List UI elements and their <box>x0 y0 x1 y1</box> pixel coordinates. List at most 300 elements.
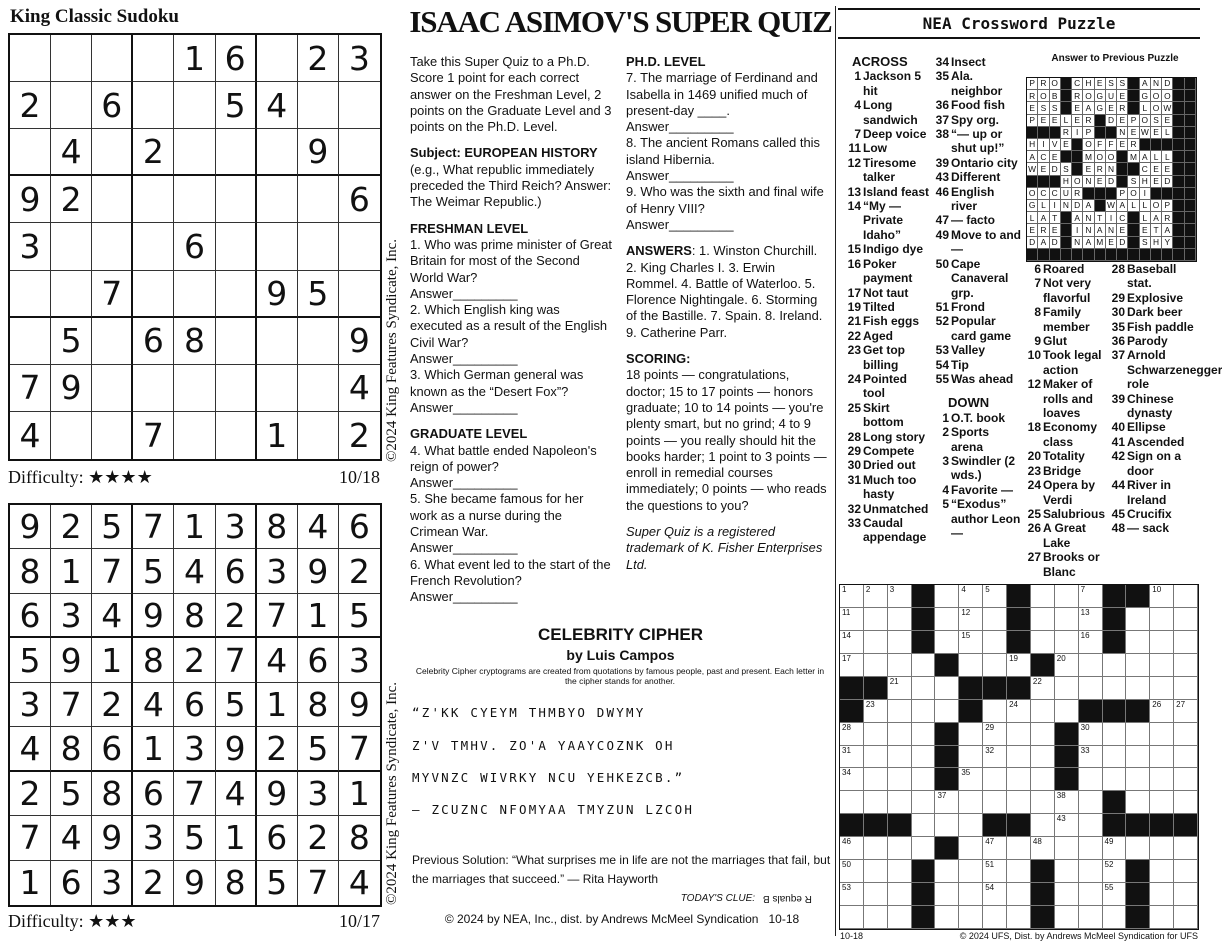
crossword-cell[interactable] <box>1150 837 1174 860</box>
crossword-cell[interactable] <box>1126 677 1150 700</box>
crossword-cell[interactable] <box>935 791 959 814</box>
crossword-cell[interactable] <box>1055 585 1079 608</box>
crossword-cell[interactable] <box>840 883 864 906</box>
crossword-cell[interactable] <box>1079 677 1103 700</box>
sudoku-cell[interactable] <box>216 412 257 459</box>
down-clue[interactable] <box>930 425 1022 454</box>
sudoku-cell[interactable] <box>133 223 174 270</box>
crossword-cell[interactable] <box>959 608 983 631</box>
sudoku-cell[interactable] <box>216 271 257 318</box>
crossword-cell[interactable] <box>1103 654 1127 677</box>
crossword-cell[interactable] <box>1103 677 1127 700</box>
crossword-cell[interactable] <box>1103 883 1127 906</box>
down-clue[interactable] <box>1106 392 1200 421</box>
sudoku-cell[interactable] <box>92 318 133 365</box>
down-clue[interactable] <box>1022 262 1114 276</box>
crossword-cell[interactable] <box>888 585 912 608</box>
crossword-cell[interactable] <box>983 746 1007 769</box>
sudoku-cell[interactable]: 8 <box>174 318 215 365</box>
sudoku-cell[interactable] <box>51 412 92 459</box>
crossword-cell[interactable] <box>1031 631 1055 654</box>
across-clue[interactable] <box>842 473 932 502</box>
sudoku-cell[interactable] <box>257 365 298 412</box>
crossword-cell[interactable] <box>959 860 983 883</box>
crossword-cell[interactable] <box>864 746 888 769</box>
across-clue[interactable] <box>930 98 1022 112</box>
across-clue[interactable] <box>842 314 932 328</box>
across-clue[interactable] <box>930 314 1022 343</box>
across-clue[interactable] <box>842 401 932 430</box>
across-clue[interactable] <box>930 127 1022 156</box>
sudoku-cell[interactable]: 1 <box>174 35 215 82</box>
crossword-cell[interactable] <box>864 768 888 791</box>
down-clue[interactable] <box>1106 334 1200 348</box>
sudoku-cell[interactable]: 7 <box>133 412 174 459</box>
crossword-cell[interactable] <box>959 654 983 677</box>
across-clue[interactable] <box>930 55 1022 69</box>
sudoku-cell[interactable] <box>298 176 339 223</box>
sudoku-cell[interactable]: 4 <box>51 129 92 176</box>
crossword-cell[interactable] <box>1007 768 1031 791</box>
down-clue[interactable] <box>1106 305 1200 319</box>
crossword-cell[interactable] <box>888 654 912 677</box>
crossword-cell[interactable] <box>1150 883 1174 906</box>
sudoku-cell[interactable] <box>298 365 339 412</box>
sudoku-cell[interactable] <box>216 176 257 223</box>
sudoku-cell[interactable] <box>174 82 215 129</box>
sudoku-cell[interactable] <box>339 271 380 318</box>
sudoku-cell[interactable] <box>257 318 298 365</box>
sudoku-cell[interactable] <box>298 82 339 129</box>
crossword-cell[interactable] <box>959 746 983 769</box>
crossword-cell[interactable] <box>1055 791 1079 814</box>
crossword-cell[interactable] <box>983 837 1007 860</box>
crossword-cell[interactable] <box>1150 906 1174 929</box>
crossword-cell[interactable] <box>1079 860 1103 883</box>
crossword-cell[interactable] <box>1174 608 1198 631</box>
crossword-cell[interactable] <box>1126 791 1150 814</box>
crossword-cell[interactable] <box>935 906 959 929</box>
down-clue[interactable] <box>1022 348 1114 377</box>
crossword-cell[interactable] <box>1126 723 1150 746</box>
crossword-cell[interactable] <box>1055 837 1079 860</box>
crossword-cell[interactable] <box>1031 585 1055 608</box>
across-clue[interactable] <box>842 430 932 444</box>
sudoku-cell[interactable] <box>51 271 92 318</box>
sudoku-cell[interactable]: 2 <box>51 176 92 223</box>
across-clue[interactable] <box>930 372 1022 386</box>
down-clue[interactable] <box>1022 521 1114 550</box>
crossword-cell[interactable] <box>1031 723 1055 746</box>
crossword-cell[interactable] <box>840 654 864 677</box>
crossword-cell[interactable] <box>840 791 864 814</box>
crossword-cell[interactable] <box>1007 723 1031 746</box>
crossword-cell[interactable] <box>864 608 888 631</box>
crossword-cell[interactable] <box>912 700 936 723</box>
sudoku-cell[interactable] <box>10 129 51 176</box>
crossword-cell[interactable] <box>912 677 936 700</box>
crossword-cell[interactable] <box>840 746 864 769</box>
sudoku-cell[interactable] <box>216 223 257 270</box>
sudoku-cell[interactable]: 9 <box>339 318 380 365</box>
across-clue[interactable] <box>930 257 1022 300</box>
crossword-cell[interactable] <box>1079 906 1103 929</box>
sudoku-cell[interactable]: 9 <box>298 129 339 176</box>
down-clue[interactable] <box>1022 377 1114 420</box>
across-clue[interactable] <box>842 458 932 472</box>
sudoku-cell[interactable] <box>257 176 298 223</box>
down-clue[interactable] <box>1022 305 1114 334</box>
crossword-cell[interactable] <box>864 791 888 814</box>
sudoku-cell[interactable]: 6 <box>92 82 133 129</box>
crossword-cell[interactable] <box>935 585 959 608</box>
crossword-cell[interactable] <box>1103 837 1127 860</box>
crossword-cell[interactable] <box>1103 746 1127 769</box>
across-clue[interactable] <box>842 372 932 401</box>
sudoku-cell[interactable] <box>10 271 51 318</box>
crossword-cell[interactable] <box>959 791 983 814</box>
sudoku-cell[interactable]: 9 <box>257 271 298 318</box>
down-clue[interactable] <box>1022 420 1114 449</box>
sudoku-cell[interactable] <box>133 271 174 318</box>
sudoku-cell[interactable] <box>257 35 298 82</box>
crossword-cell[interactable] <box>888 883 912 906</box>
crossword-cell[interactable] <box>935 814 959 837</box>
crossword-cell[interactable] <box>1174 746 1198 769</box>
crossword-cell[interactable] <box>1174 860 1198 883</box>
crossword-cell[interactable] <box>888 677 912 700</box>
crossword-cell[interactable] <box>1174 654 1198 677</box>
down-clue[interactable] <box>1106 262 1200 291</box>
crossword-cell[interactable] <box>1079 837 1103 860</box>
crossword-cell[interactable] <box>1174 837 1198 860</box>
sudoku-cell[interactable] <box>51 82 92 129</box>
crossword-cell[interactable] <box>1150 791 1174 814</box>
crossword-cell[interactable] <box>840 860 864 883</box>
crossword-cell[interactable] <box>840 585 864 608</box>
down-clue[interactable] <box>930 411 1022 425</box>
crossword-cell[interactable] <box>983 654 1007 677</box>
down-clue[interactable] <box>1022 478 1114 507</box>
sudoku-cell[interactable] <box>92 223 133 270</box>
down-clue[interactable] <box>1106 435 1200 449</box>
crossword-cell[interactable] <box>1174 585 1198 608</box>
crossword-cell[interactable] <box>935 631 959 654</box>
crossword-cell[interactable] <box>1079 746 1103 769</box>
crossword-cell[interactable] <box>888 608 912 631</box>
crossword-cell[interactable] <box>1031 608 1055 631</box>
across-clue[interactable] <box>930 69 1022 98</box>
crossword-cell[interactable] <box>912 791 936 814</box>
crossword-cell[interactable] <box>1103 860 1127 883</box>
sudoku-cell[interactable] <box>298 223 339 270</box>
sudoku-cell[interactable]: 4 <box>257 82 298 129</box>
crossword-cell[interactable] <box>1031 837 1055 860</box>
sudoku-cell[interactable] <box>174 365 215 412</box>
crossword-cell[interactable] <box>1174 677 1198 700</box>
crossword-cell[interactable] <box>840 906 864 929</box>
sudoku-cell[interactable] <box>51 223 92 270</box>
crossword-cell[interactable] <box>864 837 888 860</box>
sudoku-cell[interactable] <box>92 129 133 176</box>
sudoku-cell[interactable]: 2 <box>133 129 174 176</box>
sudoku-cell[interactable] <box>216 318 257 365</box>
crossword-cell[interactable] <box>1103 723 1127 746</box>
crossword-cell[interactable] <box>1079 631 1103 654</box>
down-clue[interactable] <box>930 454 1022 483</box>
sudoku-cell[interactable]: 6 <box>174 223 215 270</box>
crossword-cell[interactable] <box>983 631 1007 654</box>
crossword-cell[interactable] <box>912 837 936 860</box>
crossword-cell[interactable] <box>1174 631 1198 654</box>
sudoku-cell[interactable] <box>257 223 298 270</box>
sudoku-cell[interactable] <box>92 35 133 82</box>
crossword-cell[interactable] <box>864 723 888 746</box>
crossword-cell[interactable] <box>1055 883 1079 906</box>
sudoku-cell[interactable] <box>133 176 174 223</box>
crossword-cell[interactable] <box>1007 906 1031 929</box>
crossword-cell[interactable] <box>888 723 912 746</box>
crossword-cell[interactable] <box>959 585 983 608</box>
sudoku-cell[interactable]: 4 <box>10 412 51 459</box>
sudoku-puzzle-grid[interactable] <box>8 33 382 461</box>
sudoku-cell[interactable]: 5 <box>298 271 339 318</box>
crossword-cell[interactable] <box>935 677 959 700</box>
crossword-cell[interactable] <box>1126 654 1150 677</box>
crossword-cell[interactable] <box>959 768 983 791</box>
crossword-grid[interactable] <box>839 584 1199 930</box>
crossword-cell[interactable] <box>983 906 1007 929</box>
sudoku-cell[interactable] <box>298 412 339 459</box>
across-clue[interactable] <box>930 185 1022 214</box>
across-clue[interactable] <box>842 502 932 516</box>
crossword-cell[interactable] <box>1174 723 1198 746</box>
sudoku-cell[interactable]: 4 <box>339 365 380 412</box>
crossword-cell[interactable] <box>935 883 959 906</box>
crossword-cell[interactable] <box>1126 631 1150 654</box>
crossword-cell[interactable] <box>1126 746 1150 769</box>
across-clue[interactable] <box>842 343 932 372</box>
crossword-cell[interactable] <box>840 768 864 791</box>
sudoku-cell[interactable] <box>92 176 133 223</box>
crossword-cell[interactable] <box>1079 768 1103 791</box>
across-clue[interactable] <box>930 170 1022 184</box>
across-clue[interactable] <box>842 141 932 155</box>
down-clue[interactable] <box>930 497 1022 540</box>
crossword-cell[interactable] <box>1150 631 1174 654</box>
sudoku-cell[interactable] <box>10 318 51 365</box>
sudoku-cell[interactable]: 5 <box>216 82 257 129</box>
sudoku-cell[interactable]: 3 <box>10 223 51 270</box>
crossword-cell[interactable] <box>912 768 936 791</box>
crossword-cell[interactable] <box>1055 677 1079 700</box>
crossword-cell[interactable] <box>1079 585 1103 608</box>
crossword-cell[interactable] <box>983 585 1007 608</box>
crossword-cell[interactable] <box>888 631 912 654</box>
crossword-cell[interactable] <box>1150 585 1174 608</box>
crossword-cell[interactable] <box>1150 768 1174 791</box>
crossword-cell[interactable] <box>959 723 983 746</box>
crossword-cell[interactable] <box>888 746 912 769</box>
crossword-cell[interactable] <box>840 608 864 631</box>
crossword-cell[interactable] <box>959 906 983 929</box>
across-clue[interactable] <box>842 98 932 127</box>
sudoku-cell[interactable] <box>92 365 133 412</box>
sudoku-cell[interactable]: 3 <box>339 35 380 82</box>
down-clue[interactable] <box>1106 348 1222 392</box>
crossword-cell[interactable] <box>864 585 888 608</box>
crossword-cell[interactable] <box>1007 860 1031 883</box>
across-clue[interactable] <box>930 113 1022 127</box>
crossword-cell[interactable] <box>1007 883 1031 906</box>
sudoku-cell[interactable]: 6 <box>339 176 380 223</box>
sudoku-cell[interactable] <box>298 318 339 365</box>
crossword-cell[interactable] <box>912 746 936 769</box>
across-clue[interactable] <box>842 329 932 343</box>
sudoku-cell[interactable]: 5 <box>51 318 92 365</box>
crossword-cell[interactable] <box>888 837 912 860</box>
across-clue[interactable] <box>842 300 932 314</box>
across-clue[interactable] <box>930 358 1022 372</box>
crossword-cell[interactable] <box>1103 768 1127 791</box>
crossword-cell[interactable] <box>1007 700 1031 723</box>
sudoku-cell[interactable]: 6 <box>216 35 257 82</box>
sudoku-cell[interactable]: 9 <box>10 176 51 223</box>
across-clue[interactable] <box>930 213 1022 227</box>
crossword-cell[interactable] <box>1126 837 1150 860</box>
crossword-cell[interactable] <box>1031 700 1055 723</box>
sudoku-cell[interactable]: 2 <box>348 415 370 455</box>
down-clue[interactable] <box>1106 420 1200 434</box>
sudoku-cell[interactable] <box>174 129 215 176</box>
crossword-cell[interactable] <box>1079 723 1103 746</box>
crossword-cell[interactable] <box>1031 677 1055 700</box>
sudoku-cell[interactable] <box>174 271 215 318</box>
across-clue[interactable] <box>842 444 932 458</box>
crossword-cell[interactable] <box>959 631 983 654</box>
across-clue[interactable] <box>842 69 932 98</box>
crossword-cell[interactable] <box>1007 791 1031 814</box>
crossword-cell[interactable] <box>1031 814 1055 837</box>
crossword-cell[interactable] <box>912 814 936 837</box>
across-clue[interactable] <box>842 242 932 256</box>
crossword-cell[interactable] <box>1079 654 1103 677</box>
across-clue[interactable] <box>842 199 932 242</box>
down-clue[interactable] <box>1106 291 1200 305</box>
crossword-cell[interactable] <box>912 654 936 677</box>
across-clue[interactable] <box>930 343 1022 357</box>
crossword-cell[interactable] <box>959 837 983 860</box>
down-clue[interactable] <box>1022 449 1114 463</box>
sudoku-cell[interactable]: 6 <box>133 318 174 365</box>
sudoku-cell[interactable] <box>339 82 380 129</box>
crossword-cell[interactable] <box>983 608 1007 631</box>
sudoku-cell[interactable] <box>133 35 174 82</box>
across-clue[interactable] <box>842 257 932 286</box>
crossword-cell[interactable] <box>1150 723 1174 746</box>
sudoku-cell[interactable]: 7 <box>92 271 133 318</box>
crossword-cell[interactable] <box>1150 860 1174 883</box>
crossword-cell[interactable] <box>1174 768 1198 791</box>
down-clue[interactable] <box>1106 320 1200 334</box>
crossword-cell[interactable] <box>840 631 864 654</box>
crossword-cell[interactable] <box>983 860 1007 883</box>
crossword-cell[interactable] <box>864 654 888 677</box>
down-clue[interactable] <box>1022 550 1114 579</box>
crossword-cell[interactable] <box>864 883 888 906</box>
crossword-cell[interactable] <box>888 700 912 723</box>
across-clue[interactable] <box>930 156 1022 170</box>
crossword-cell[interactable] <box>1150 700 1174 723</box>
sudoku-cell[interactable] <box>216 365 257 412</box>
crossword-cell[interactable] <box>864 906 888 929</box>
crossword-cell[interactable] <box>1007 746 1031 769</box>
crossword-cell[interactable] <box>840 837 864 860</box>
sudoku-cell[interactable] <box>216 129 257 176</box>
sudoku-cell[interactable]: 9 <box>51 365 92 412</box>
crossword-cell[interactable] <box>959 883 983 906</box>
crossword-cell[interactable] <box>912 723 936 746</box>
crossword-cell[interactable] <box>959 814 983 837</box>
sudoku-cell[interactable] <box>92 412 133 459</box>
across-clue[interactable] <box>842 185 932 199</box>
across-clue[interactable] <box>842 127 932 141</box>
crossword-cell[interactable] <box>1055 608 1079 631</box>
crossword-cell[interactable] <box>983 723 1007 746</box>
crossword-cell[interactable] <box>1079 791 1103 814</box>
crossword-cell[interactable] <box>1031 791 1055 814</box>
crossword-cell[interactable] <box>983 883 1007 906</box>
crossword-cell[interactable] <box>864 631 888 654</box>
across-clue[interactable] <box>842 516 932 545</box>
crossword-cell[interactable] <box>1126 768 1150 791</box>
down-clue[interactable] <box>1022 276 1114 305</box>
crossword-cell[interactable] <box>1055 860 1079 883</box>
crossword-cell[interactable] <box>1007 837 1031 860</box>
crossword-cell[interactable] <box>1079 608 1103 631</box>
sudoku-cell[interactable] <box>10 35 51 82</box>
crossword-cell[interactable] <box>1055 700 1079 723</box>
sudoku-cell[interactable] <box>133 82 174 129</box>
crossword-cell[interactable] <box>888 768 912 791</box>
crossword-cell[interactable] <box>1055 906 1079 929</box>
crossword-cell[interactable] <box>888 791 912 814</box>
crossword-cell[interactable] <box>1007 654 1031 677</box>
crossword-cell[interactable] <box>1150 608 1174 631</box>
crossword-cell[interactable] <box>1174 883 1198 906</box>
crossword-cell[interactable] <box>1031 746 1055 769</box>
crossword-cell[interactable] <box>1079 814 1103 837</box>
crossword-cell[interactable] <box>935 860 959 883</box>
down-clue[interactable] <box>1106 507 1200 521</box>
crossword-cell[interactable] <box>1150 746 1174 769</box>
crossword-cell[interactable] <box>1055 814 1079 837</box>
sudoku-cell[interactable]: 7 <box>10 365 51 412</box>
sudoku-cell[interactable] <box>174 412 215 459</box>
crossword-cell[interactable] <box>935 700 959 723</box>
crossword-cell[interactable] <box>1031 768 1055 791</box>
sudoku-cell[interactable]: 1 <box>257 412 298 459</box>
crossword-cell[interactable] <box>1126 608 1150 631</box>
crossword-cell[interactable] <box>983 791 1007 814</box>
down-clue[interactable] <box>1106 478 1200 507</box>
across-clue[interactable] <box>930 228 1022 257</box>
crossword-cell[interactable] <box>1174 700 1198 723</box>
crossword-cell[interactable] <box>983 700 1007 723</box>
sudoku-cell[interactable] <box>257 129 298 176</box>
crossword-cell[interactable] <box>888 860 912 883</box>
across-clue[interactable] <box>842 156 932 185</box>
